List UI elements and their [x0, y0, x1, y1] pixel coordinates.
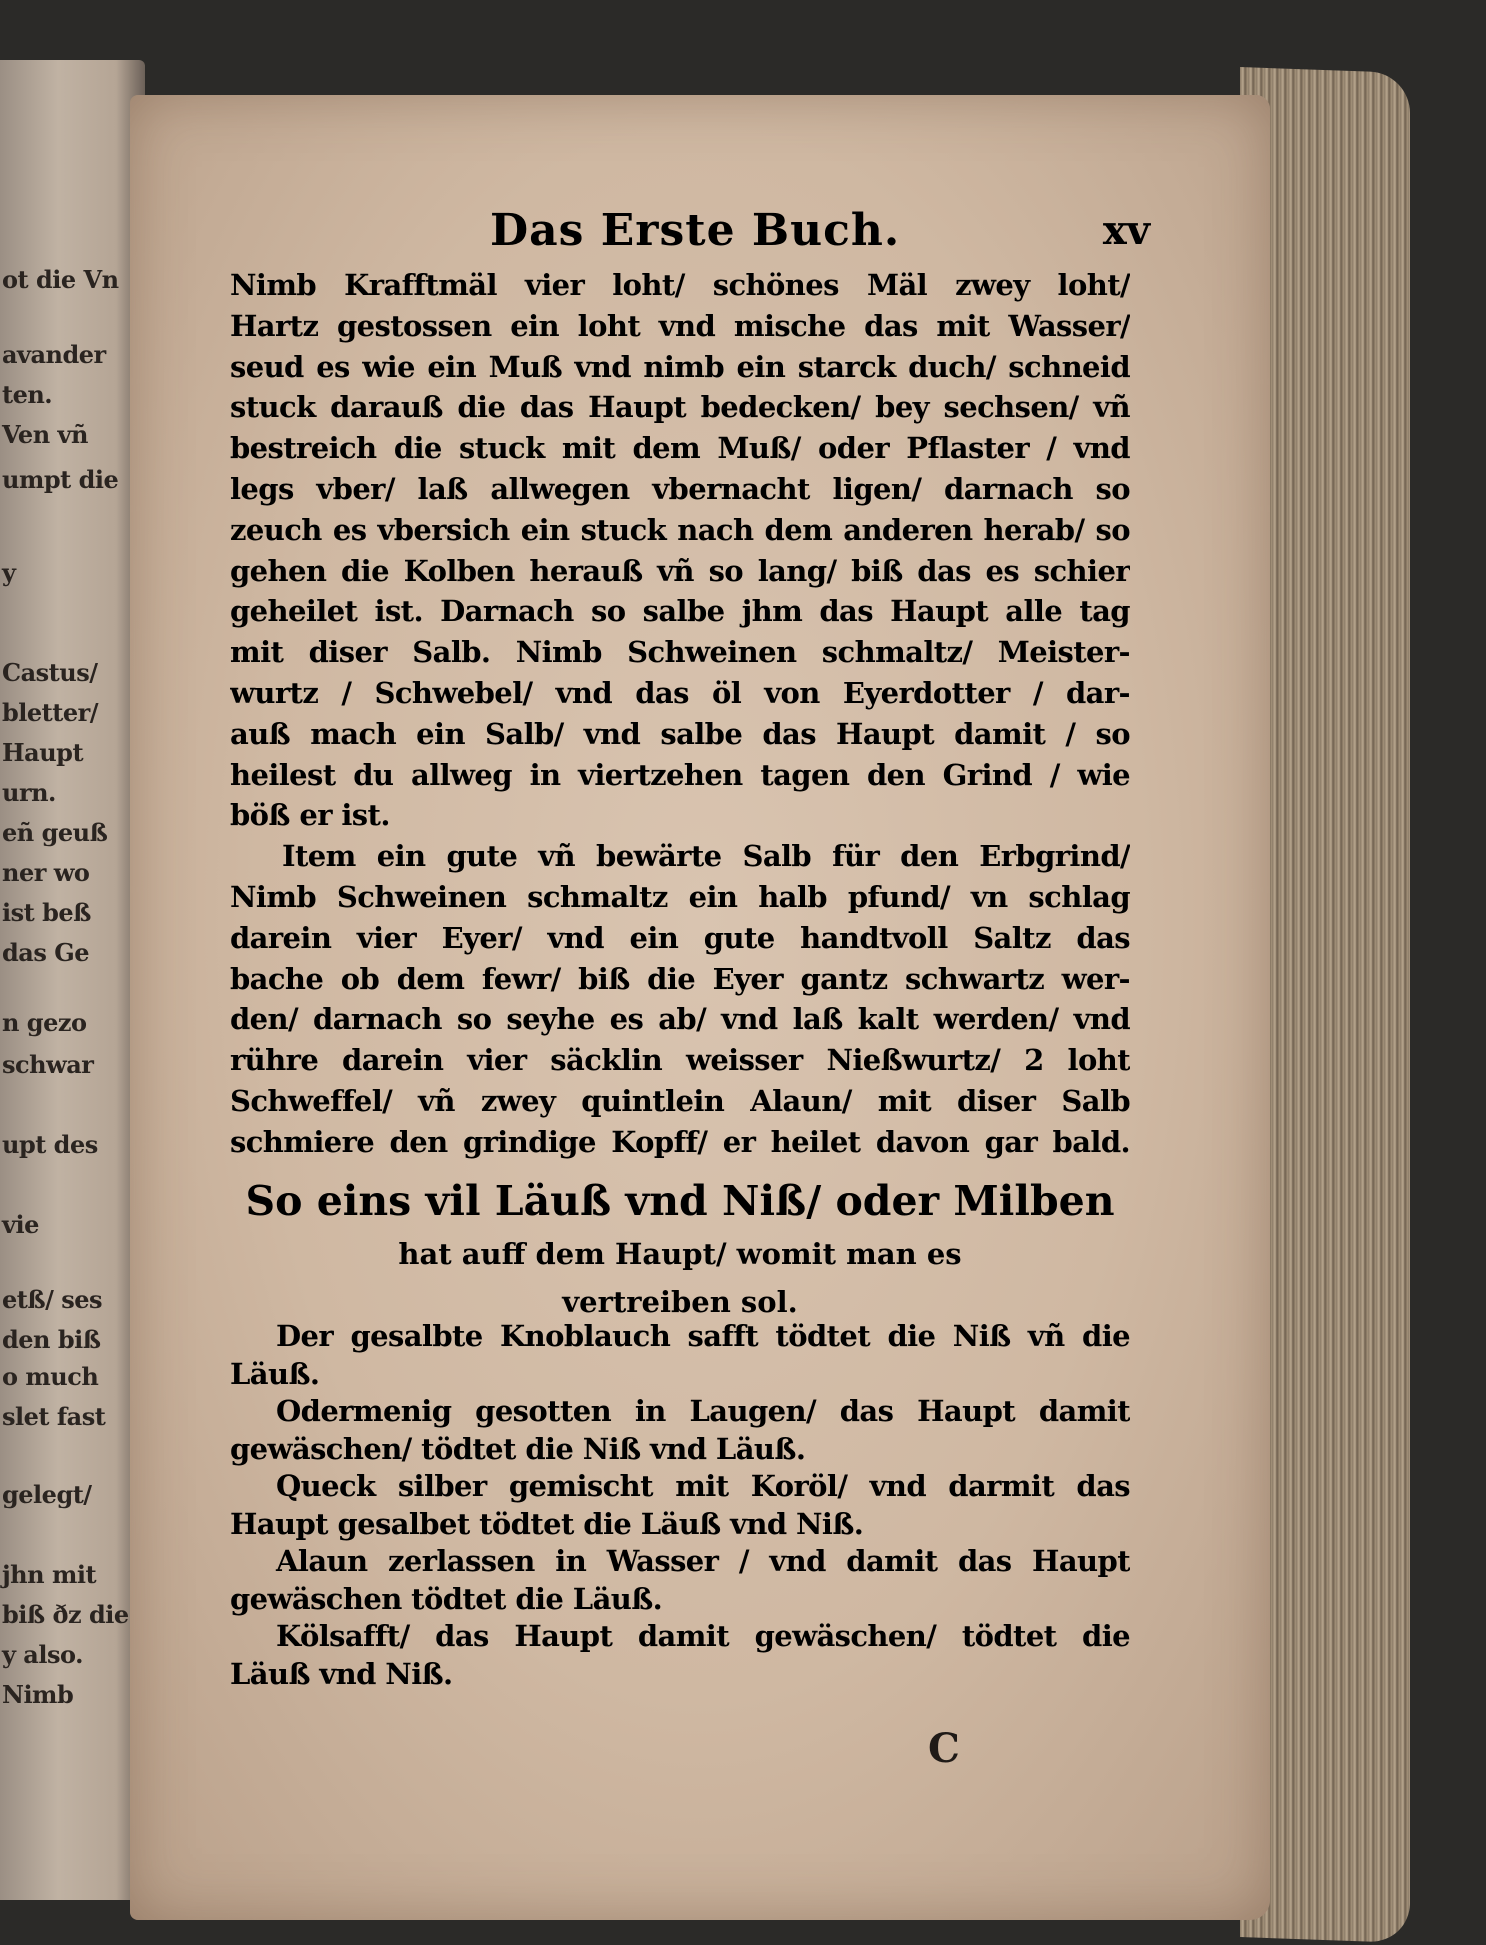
text-line: den/ darnach so seyhe es ab/ vnd laß kalt werden/ vnd [230, 1002, 1130, 1037]
text-line: auß mach ein Salb/ vnd salbe das Haupt damit / so [230, 716, 1130, 751]
text-line: Item ein gute vñ bewärte Salb für den Erbgrind/ [282, 839, 1130, 874]
left-page-line: upt des [2, 1130, 98, 1159]
remedy-line: gewäschen/ tödtet die Niß vnd Läuß. [230, 1431, 806, 1466]
left-page-line: ist beß [2, 898, 91, 927]
text-line: schmiere den grindige Kopff/ er heilet davon gar bald. [230, 1124, 1130, 1159]
page-number: xv [1102, 207, 1150, 254]
left-page-line: etß/ ses [2, 1285, 103, 1314]
left-page-line: n gezo [2, 1008, 87, 1037]
text-line: wurtz / Schwebel/ vnd das öl von Eyerdotter / dar- [230, 675, 1130, 710]
left-page-line: ner wo [2, 858, 90, 887]
remedy-list [230, 1318, 1130, 1693]
section-heading [230, 1172, 1130, 1326]
text-line: Nimb Schweinen schmaltz ein halb pfund/ vn schlag [230, 879, 1130, 914]
left-page-line: umpt die [2, 465, 119, 494]
text-line: bestreich die stuck mit dem Muß/ oder Pflaster / vnd [230, 431, 1130, 466]
text-line: seud es wie ein Muß vnd nimb ein starck duch/ schneid [230, 349, 1130, 384]
remedy-line: Kölsafft/ das Haupt damit gewäschen/ tödtet die [276, 1619, 1130, 1653]
running-header [490, 205, 1170, 265]
remedy-line: Queck silber gemischt mit Koröl/ vnd darmit das [276, 1469, 1130, 1503]
remedy-line: Läuß. [230, 1356, 320, 1391]
text-line: heilest du allweg in viertzehen tagen den Grind / wie [230, 757, 1130, 792]
text-line: legs vber/ laß allwegen vbernacht ligen/ darnach so [230, 471, 1130, 506]
section-heading-line: So eins vil Läuß vnd Niß/ oder Milben [245, 1177, 1115, 1225]
remedy-line: Alaun zerlassen in Wasser / vnd damit das Haupt [276, 1544, 1130, 1578]
text-line: rühre darein vier säcklin weisser Nießwurtz/ 2 loht [230, 1043, 1130, 1078]
left-page-line: slet fast [2, 1402, 106, 1431]
left-page-line: avander [2, 340, 106, 369]
left-page-line: y also. [2, 1640, 83, 1669]
left-page-line: vie [2, 1210, 39, 1239]
left-page-fragment [0, 60, 145, 1900]
text-line: mit diser Salb. Nimb Schweinen schmaltz/ Meister- [230, 635, 1130, 670]
left-page-line: ot die Vn [2, 265, 119, 294]
remedy-line: gewäschen tödtet die Läuß. [230, 1581, 663, 1616]
remedy-line: Läuß vnd Niß. [230, 1656, 453, 1691]
left-page-line: eñ geuß [2, 818, 108, 847]
text-line: Hartz gestossen ein loht vnd mische das mit Wasser/ [230, 308, 1130, 343]
signature-mark: C [928, 1725, 960, 1772]
left-page-line: biß ðz die [2, 1600, 129, 1629]
left-page-line: Haupt [2, 738, 84, 767]
text-line: bache ob dem fewr/ biß die Eyer gantz schwartz wer- [230, 961, 1130, 996]
left-page-line: o much [2, 1362, 99, 1391]
left-page-line: ten. [2, 380, 53, 409]
remedy-line: Odermenig gesotten in Laugen/ das Haupt damit [276, 1394, 1130, 1428]
left-page-line: Nimb [2, 1680, 74, 1709]
page-title: Das Erste Buch. [490, 205, 901, 256]
left-page-line: Castus/ [2, 658, 98, 687]
left-page-line: gelegt/ [2, 1480, 92, 1509]
remedy-line: Haupt gesalbet tödtet die Läuß vnd Niß. [230, 1506, 864, 1541]
text-line: Nimb Krafftmäl vier loht/ schönes Mäl zwey loht/ [230, 268, 1130, 302]
text-line: darein vier Eyer/ vnd ein gute handtvoll Saltz das [230, 920, 1130, 955]
left-page-line: jhn mit [2, 1560, 97, 1589]
text-line: zeuch es vbersich ein stuck nach dem anderen herab/ so [230, 512, 1130, 547]
text-line: gehen die Kolben herauß vñ so lang/ biß das es schier [230, 553, 1130, 588]
left-page-line: das Ge [2, 938, 89, 967]
text-line: Schweffel/ vñ zwey quintlein Alaun/ mit diser Salb [230, 1083, 1130, 1118]
left-page-line: bletter/ [2, 698, 99, 727]
remedy-line: Der gesalbte Knoblauch safft tödtet die Niß vñ die [276, 1319, 1130, 1353]
left-page-line: den biß [2, 1325, 101, 1354]
text-line: geheilet ist. Darnach so salbe jhm das Haupt alle tag [230, 594, 1130, 629]
main-text [230, 265, 1130, 1163]
left-page-line: Ven vñ [2, 420, 88, 449]
section-heading-line: vertreiben sol. [562, 1285, 798, 1319]
text-line: böß er ist. [230, 798, 390, 833]
text-line: stuck darauß die das Haupt bedecken/ bey sechsen/ vñ [230, 390, 1130, 425]
section-heading-line: hat auff dem Haupt/ womit man es [398, 1237, 962, 1271]
left-page-line: schwar [2, 1050, 94, 1079]
left-page-line: y [2, 558, 16, 587]
left-page-line: urn. [2, 778, 56, 807]
